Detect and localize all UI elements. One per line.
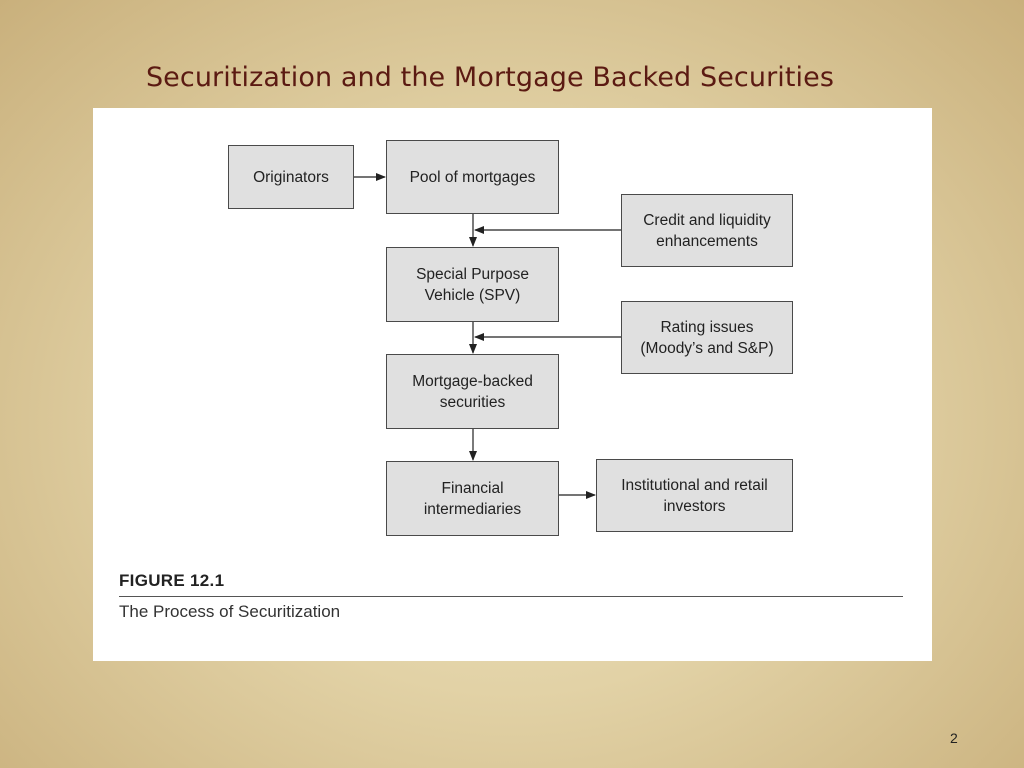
- figure-label: FIGURE 12.1: [119, 571, 225, 590]
- slide-title: Securitization and the Mortgage Backed Securities: [145, 62, 835, 93]
- node-pool-of-mortgages: Pool of mortgages: [386, 140, 559, 214]
- node-mortgage-backed-securities: Mortgage-backed securities: [386, 354, 559, 429]
- node-originators: Originators: [228, 145, 354, 209]
- node-spv: Special Purpose Vehicle (SPV): [386, 247, 559, 322]
- figure-caption: The Process of Securitization: [119, 602, 341, 621]
- node-investors: Institutional and retail investors: [596, 459, 793, 532]
- figure-panel: [93, 108, 932, 661]
- node-rating-issues: Rating issues (Moody’s and S&P): [621, 301, 793, 374]
- figure-divider: [119, 596, 903, 597]
- node-financial-intermediaries: Financial intermediaries: [386, 461, 559, 536]
- page-number: 2: [950, 730, 958, 746]
- node-credit-enhancements: Credit and liquidity enhancements: [621, 194, 793, 267]
